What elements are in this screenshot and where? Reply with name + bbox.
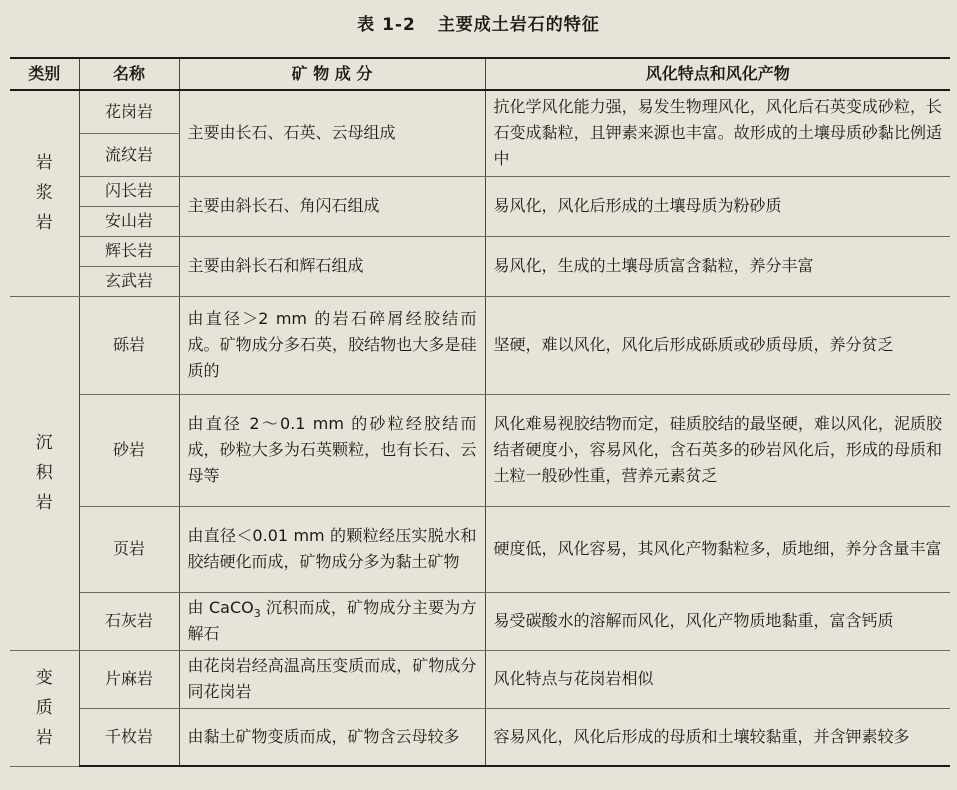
table-row	[10, 394, 950, 506]
rock-name: 千枚岩	[79, 708, 179, 766]
weathering-cell: 易受碳酸水的溶解而风化，风化产物质地黏重，富含钙质	[485, 592, 950, 650]
weathering-cell: 易风化，生成的土壤母质富含黏粒，养分丰富	[485, 236, 950, 296]
rock-name: 流纹岩	[79, 133, 179, 176]
mineral-cell: 主要由长石、石英、云母组成	[179, 90, 485, 176]
header-category: 类别	[10, 58, 79, 90]
limestone-mineral-pre: 由 CaCO	[187, 598, 254, 617]
table-row	[10, 506, 950, 592]
category-metamorphic: 变质岩	[10, 650, 79, 766]
rock-name: 砂岩	[79, 394, 179, 506]
header-weathering: 风化特点和风化产物	[485, 58, 950, 90]
mineral-cell: 主要由斜长石和辉石组成	[179, 236, 485, 296]
table-title: 主要成土岩石的特征	[437, 15, 600, 35]
mineral-cell: 由直径 2～0.1 mm 的砂粒经胶结而成，砂粒大多为石英颗粒，也有长石、云母等	[179, 394, 485, 506]
table-row	[10, 236, 950, 266]
rock-name: 辉长岩	[79, 236, 179, 266]
rock-name: 闪长岩	[79, 176, 179, 206]
weathering-cell: 硬度低，风化容易，其风化产物黏粒多，质地细，养分含量丰富	[485, 506, 950, 592]
rock-characteristics-table	[10, 57, 950, 767]
rock-name: 安山岩	[79, 206, 179, 236]
table-row	[10, 592, 950, 650]
table-row	[10, 90, 950, 133]
weathering-cell: 风化难易视胶结物而定，硅质胶结的最坚硬，难以风化，泥质胶结者硬度小，容易风化，含石英多的砂岩风化后，形成的母质和土粒一般砂性重，营养元素贫乏	[485, 394, 950, 506]
weathering-cell: 容易风化，风化后形成的母质和土壤较黏重，并含钾素较多	[485, 708, 950, 766]
rock-name: 石灰岩	[79, 592, 179, 650]
rock-name: 花岗岩	[79, 90, 179, 133]
table-row	[10, 296, 950, 394]
rock-name: 玄武岩	[79, 266, 179, 296]
mineral-cell: 由花岗岩经高温高压变质而成，矿物成分同花岗岩	[179, 650, 485, 708]
limestone-mineral-post: 沉积而成，矿物成分主要为方解石	[187, 598, 477, 643]
rock-name: 页岩	[79, 506, 179, 592]
mineral-cell: 由黏土矿物变质而成，矿物含云母较多	[179, 708, 485, 766]
weathering-cell: 坚硬，难以风化，风化后形成砾质或砂质母质，养分贫乏	[485, 296, 950, 394]
table-row	[10, 650, 950, 708]
table-caption	[0, 10, 957, 35]
rock-name: 砾岩	[79, 296, 179, 394]
weathering-cell: 风化特点与花岗岩相似	[485, 650, 950, 708]
limestone-mineral-sub: 3	[253, 607, 261, 621]
header-row	[10, 58, 950, 90]
category-sedimentary: 沉积岩	[10, 296, 79, 650]
mineral-cell: 由直径＜0.01 mm 的颗粒经压实脱水和胶结硬化而成，矿物成分多为黏土矿物	[179, 506, 485, 592]
table-number: 表 1-2	[357, 15, 416, 35]
weathering-cell: 易风化，风化后形成的土壤母质为粉砂质	[485, 176, 950, 236]
header-mineral: 矿 物 成 分	[179, 58, 485, 90]
weathering-cell: 抗化学风化能力强，易发生物理风化，风化后石英变成砂粒，长石变成黏粒，且钾素来源也丰富。故形成的土壤母质砂黏比例适中	[485, 90, 950, 176]
table-row	[10, 176, 950, 206]
mineral-cell	[179, 592, 485, 650]
rock-name: 片麻岩	[79, 650, 179, 708]
mineral-cell: 由直径＞2 mm 的岩石碎屑经胶结而成。矿物成分多石英，胶结物也大多是硅质的	[179, 296, 485, 394]
mineral-cell: 主要由斜长石、角闪石组成	[179, 176, 485, 236]
category-igneous: 岩浆岩	[10, 90, 79, 296]
table-row	[10, 708, 950, 766]
header-name: 名称	[79, 58, 179, 90]
